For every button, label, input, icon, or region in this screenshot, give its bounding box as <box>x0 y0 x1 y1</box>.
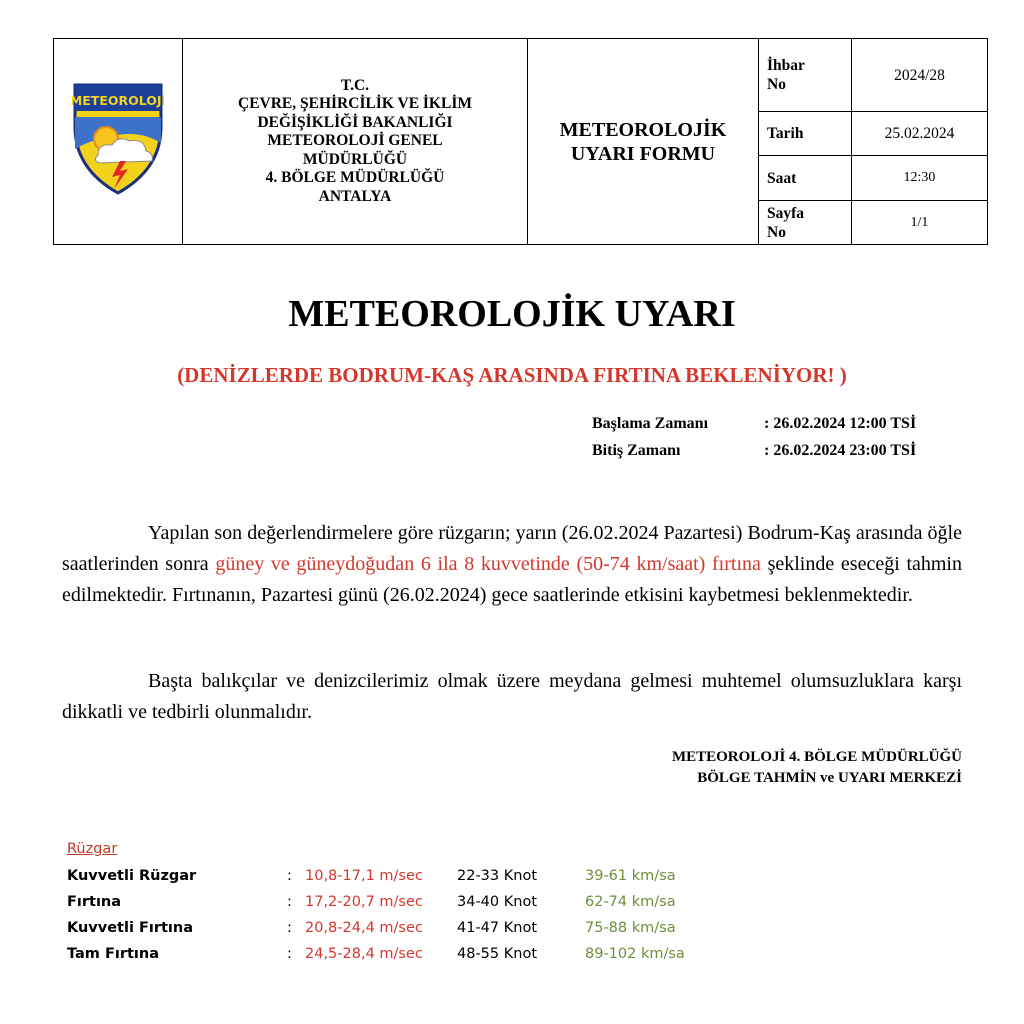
form-title-line: UYARI FORMU <box>570 142 716 165</box>
p2-text: Başta balıkçılar ve denizcilerimiz olmak üzere meydana gelmesi muhtemel olumsuzluklara karşı dikkatli ve tedbirli olunmalıdır. <box>62 670 962 723</box>
org-line: METEOROLOJİ GENEL <box>267 132 443 150</box>
org-line: ÇEVRE, ŞEHİRCİLİK VE İKLİM <box>238 95 472 113</box>
legend-colon: : <box>287 946 292 962</box>
start-time-row <box>592 414 916 434</box>
legend-name: Tam Fırtına <box>67 946 159 962</box>
legend-name: Kuvvetli Rüzgar <box>67 868 197 884</box>
legend-ms: 20,8-24,4 m/sec <box>305 920 423 936</box>
start-time-value: : 26.02.2024 12:00 TSİ <box>764 415 917 432</box>
page-title: METEOROLOJİK UYARI <box>288 293 736 335</box>
label-line: Tarih <box>767 125 804 142</box>
legend-name: Fırtına <box>67 894 122 910</box>
legend-colon: : <box>287 868 292 884</box>
p1-highlight: güney ve güneydoğudan 6 ila 8 kuvvetinde (50-74 km/saat) fırtına <box>215 553 761 575</box>
body-paragraph-2 <box>62 666 962 728</box>
date-label <box>759 112 852 156</box>
legend-row <box>67 941 767 967</box>
org-line: DEĞİŞİKLİĞİ BAKANLIĞI <box>257 113 453 131</box>
start-time-label: Başlama Zamanı <box>592 415 709 432</box>
legend-colon: : <box>287 920 292 936</box>
legend-kmh: 75-88 km/sa <box>585 920 676 936</box>
org-line: T.C. <box>340 76 370 94</box>
legend-knot: 34-40 Knot <box>457 894 537 910</box>
end-time-value: : 26.02.2024 23:00 TSİ <box>764 442 917 459</box>
org-line: MÜDÜRLÜĞÜ <box>302 150 408 168</box>
legend-ms: 17,2-20,7 m/sec <box>305 894 423 910</box>
time-label <box>759 156 852 201</box>
legend-ms: 10,8-17,1 m/sec <box>305 868 423 884</box>
time-value: 12:30 <box>852 156 988 201</box>
legend-kmh: 62-74 km/sa <box>585 894 676 910</box>
end-time-row <box>592 441 916 461</box>
header-table <box>53 38 988 245</box>
legend-row <box>67 863 767 889</box>
signature-line-2: BÖLGE TAHMİN ve UYARI MERKEZİ <box>697 770 962 786</box>
legend-ms: 24,5-28,4 m/sec <box>305 946 423 962</box>
label-line: No <box>767 223 786 241</box>
end-time-label: Bitiş Zamanı <box>592 442 681 459</box>
logo-cell <box>54 39 183 245</box>
legend-kmh: 39-61 km/sa <box>585 868 676 884</box>
label-line: No <box>767 76 786 93</box>
legend-knot: 22-33 Knot <box>457 868 537 884</box>
legend-name: Kuvvetli Fırtına <box>67 920 193 936</box>
wind-legend <box>67 838 767 967</box>
legend-knot: 48-55 Knot <box>457 946 537 962</box>
p1-text-end: şeklinde eseceği tahmin edilmektedir. Fırtınanın, Pazartesi günü (26.02.2024) gece saatlerinde etkisini kaybetmesi beklenmektedir. <box>62 553 962 606</box>
form-title-cell <box>528 39 759 245</box>
notice-no-label <box>759 39 852 112</box>
page-no-value: 1/1 <box>852 201 988 245</box>
label-line: Saat <box>767 169 797 187</box>
label-line: İhbar <box>767 57 805 74</box>
org-line: ANTALYA <box>318 187 392 205</box>
organization-cell <box>183 39 528 245</box>
warning-subtitle: (DENİZLERDE BODRUM-KAŞ ARASINDA FIRTINA BEKLENİYOR! ) <box>177 363 847 387</box>
p1-text: Yapılan son değerlendirmelere göre rüzgarın; yarın (26.02.2024 Pazartesi) Bodrum-Kaş arasında öğle saatlerinden sonra <box>62 522 962 575</box>
legend-kmh: 89-102 km/sa <box>585 946 685 962</box>
date-value: 25.02.2024 <box>852 112 988 156</box>
legend-row <box>67 889 767 915</box>
legend-title: Rüzgar <box>67 841 118 857</box>
notice-no-value: 2024/28 <box>852 39 988 112</box>
page-no-label <box>759 201 852 245</box>
body-paragraph-1 <box>62 518 962 611</box>
legend-colon: : <box>287 894 292 910</box>
meteoroloji-logo <box>72 83 164 195</box>
legend-row <box>67 915 767 941</box>
legend-knot: 41-47 Knot <box>457 920 537 936</box>
form-title-line: METEOROLOJİK <box>559 118 727 141</box>
signature-block <box>672 747 962 789</box>
org-line: 4. BÖLGE MÜDÜRLÜĞÜ <box>265 169 445 187</box>
signature-line-1: METEOROLOJİ 4. BÖLGE MÜDÜRLÜĞÜ <box>671 749 962 765</box>
label-line: Sayfa <box>767 204 805 222</box>
logo-text: METEOROLOJİ <box>72 93 164 108</box>
